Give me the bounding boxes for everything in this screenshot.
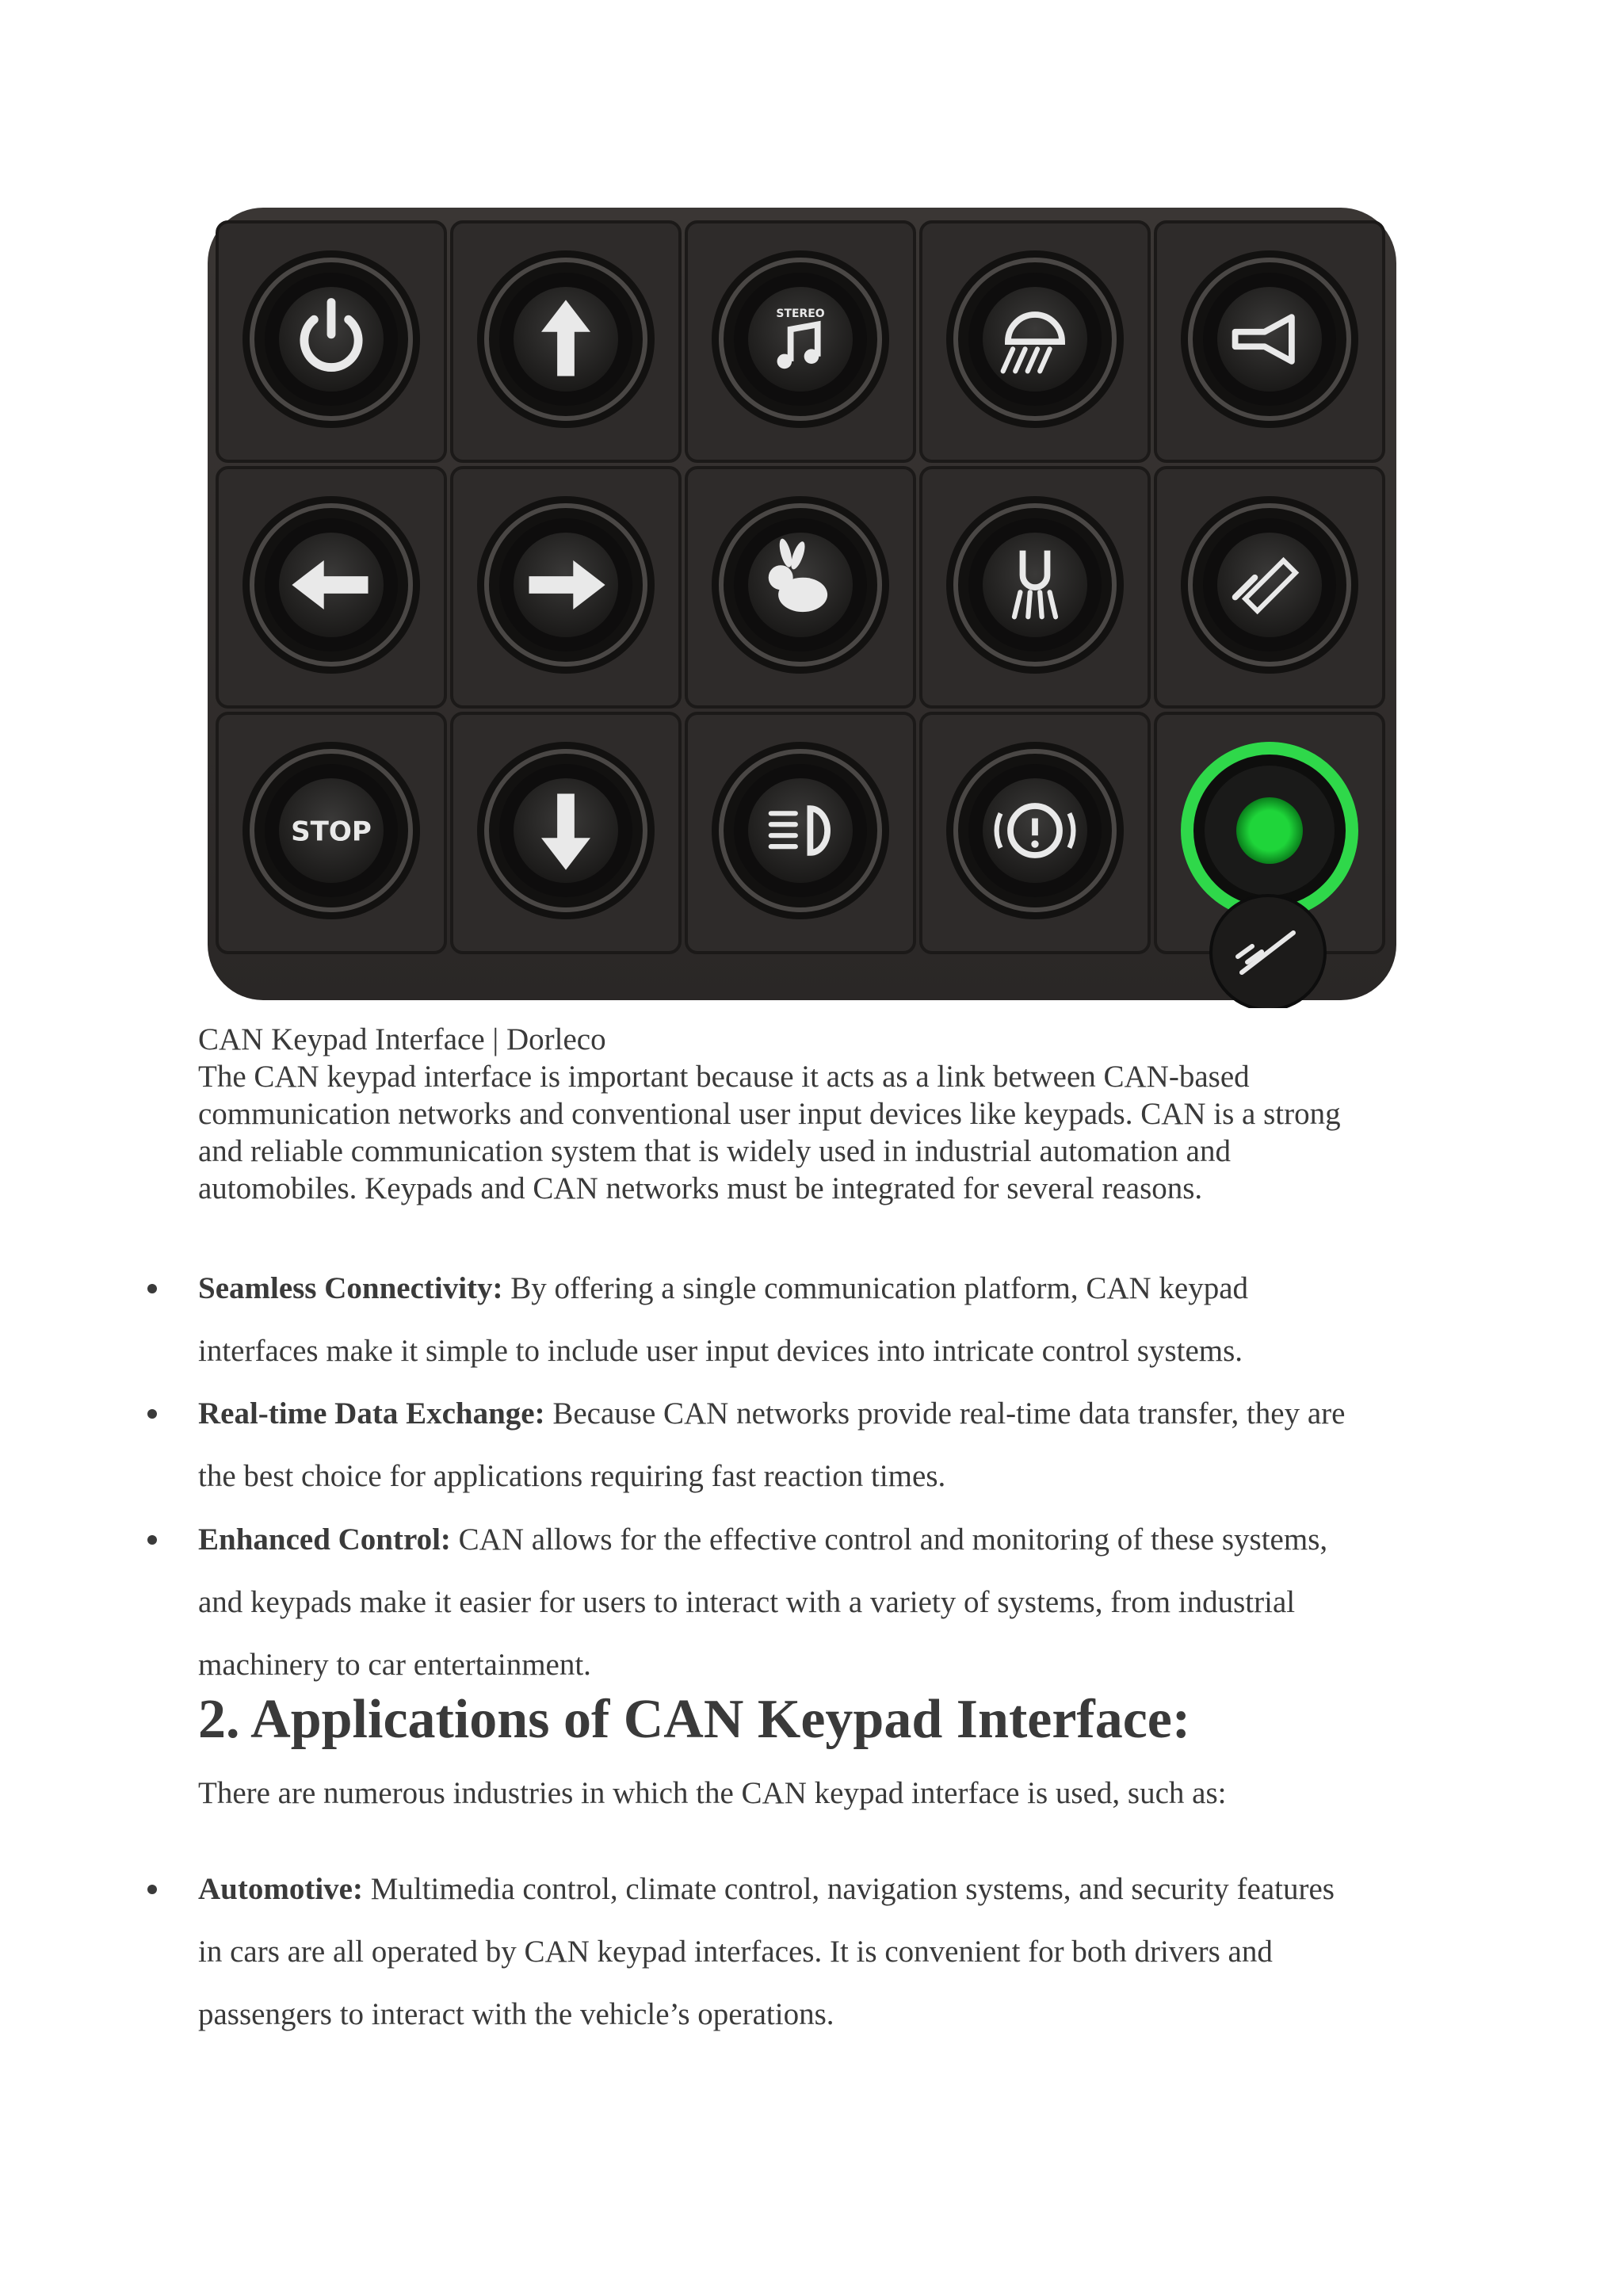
item-text: Because CAN networks provide real-time data transfer, they are: [544, 1396, 1346, 1431]
keypad-button-arrow-down: [452, 713, 680, 953]
keypad-button-parking-brake: [921, 713, 1149, 953]
keypad-button-horn: [1155, 222, 1384, 461]
keypad-button-arrow-left: [217, 468, 445, 707]
item-term: Real-time Data Exchange:: [198, 1396, 545, 1431]
bullet-icon: [147, 1284, 157, 1293]
keypad-button-stop: [217, 713, 445, 953]
item-text: By offering a single communication platform, CAN keypad: [502, 1271, 1249, 1305]
item-text: passengers to interact with the vehicle’s operations.: [198, 1997, 834, 2031]
caption-line: communication networks and conventional user input devices like keypads. CAN is a strong: [198, 1097, 1341, 1131]
keypad-button-stereo-music: [686, 222, 915, 461]
keypad-button-winch-saw: [1155, 468, 1384, 707]
item-term: Automotive:: [198, 1872, 363, 1906]
item-text: machinery to car entertainment.: [198, 1648, 591, 1682]
keypad-button-work-light: [921, 222, 1149, 461]
bullet-icon: [147, 1409, 157, 1419]
item-text: Multimedia control, climate control, navigation systems, and security features: [362, 1872, 1335, 1906]
rotary-knob: [1211, 896, 1325, 1008]
item-text: interfaces make it simple to include user input devices into intricate control systems.: [198, 1334, 1243, 1368]
figure-caption: [198, 1021, 1434, 1207]
item-term: Seamless Connectivity:: [198, 1271, 503, 1305]
bullet-icon: [147, 1885, 157, 1894]
caption-line: The CAN keypad interface is important because it acts as a link between CAN-based: [198, 1060, 1250, 1094]
keypad-button-arrow-up: [452, 222, 680, 461]
keypad-button-arrow-right: [452, 468, 680, 707]
section-intro: There are numerous industries in which the CAN keypad interface is used, such as:: [198, 1776, 1227, 1810]
item-text: the best choice for applications requiring fast reaction times.: [198, 1459, 946, 1493]
keypad-button-headlight: [686, 713, 915, 953]
item-term: Enhanced Control:: [198, 1522, 451, 1557]
item-text: CAN allows for the effective control and monitoring of these systems,: [450, 1522, 1328, 1557]
caption-title: CAN Keypad Interface | Dorleco: [198, 1022, 606, 1056]
section-heading: 2. Applications of CAN Keypad Interface:: [198, 1689, 1191, 1750]
caption-line: and reliable communication system that is widely used in industrial automation and: [198, 1134, 1231, 1168]
keypad-button-spot-light: [921, 468, 1149, 707]
item-text: and keypads make it easier for users to interact with a variety of systems, from industrial: [198, 1585, 1296, 1619]
svg-text:STEREO: STEREO: [776, 308, 825, 321]
keypad-button-rabbit: [686, 468, 915, 707]
item-text: in cars are all operated by CAN keypad interfaces. It is convenient for both drivers and: [198, 1935, 1273, 1969]
keypad-image: [208, 208, 1417, 1008]
svg-text:STOP: STOP: [291, 816, 372, 848]
bullet-icon: [147, 1535, 157, 1545]
stop-icon: [291, 816, 372, 847]
caption-line: automobiles. Keypads and CAN networks must be integrated for several reasons.: [198, 1171, 1203, 1205]
keypad-button-power: [217, 222, 445, 461]
